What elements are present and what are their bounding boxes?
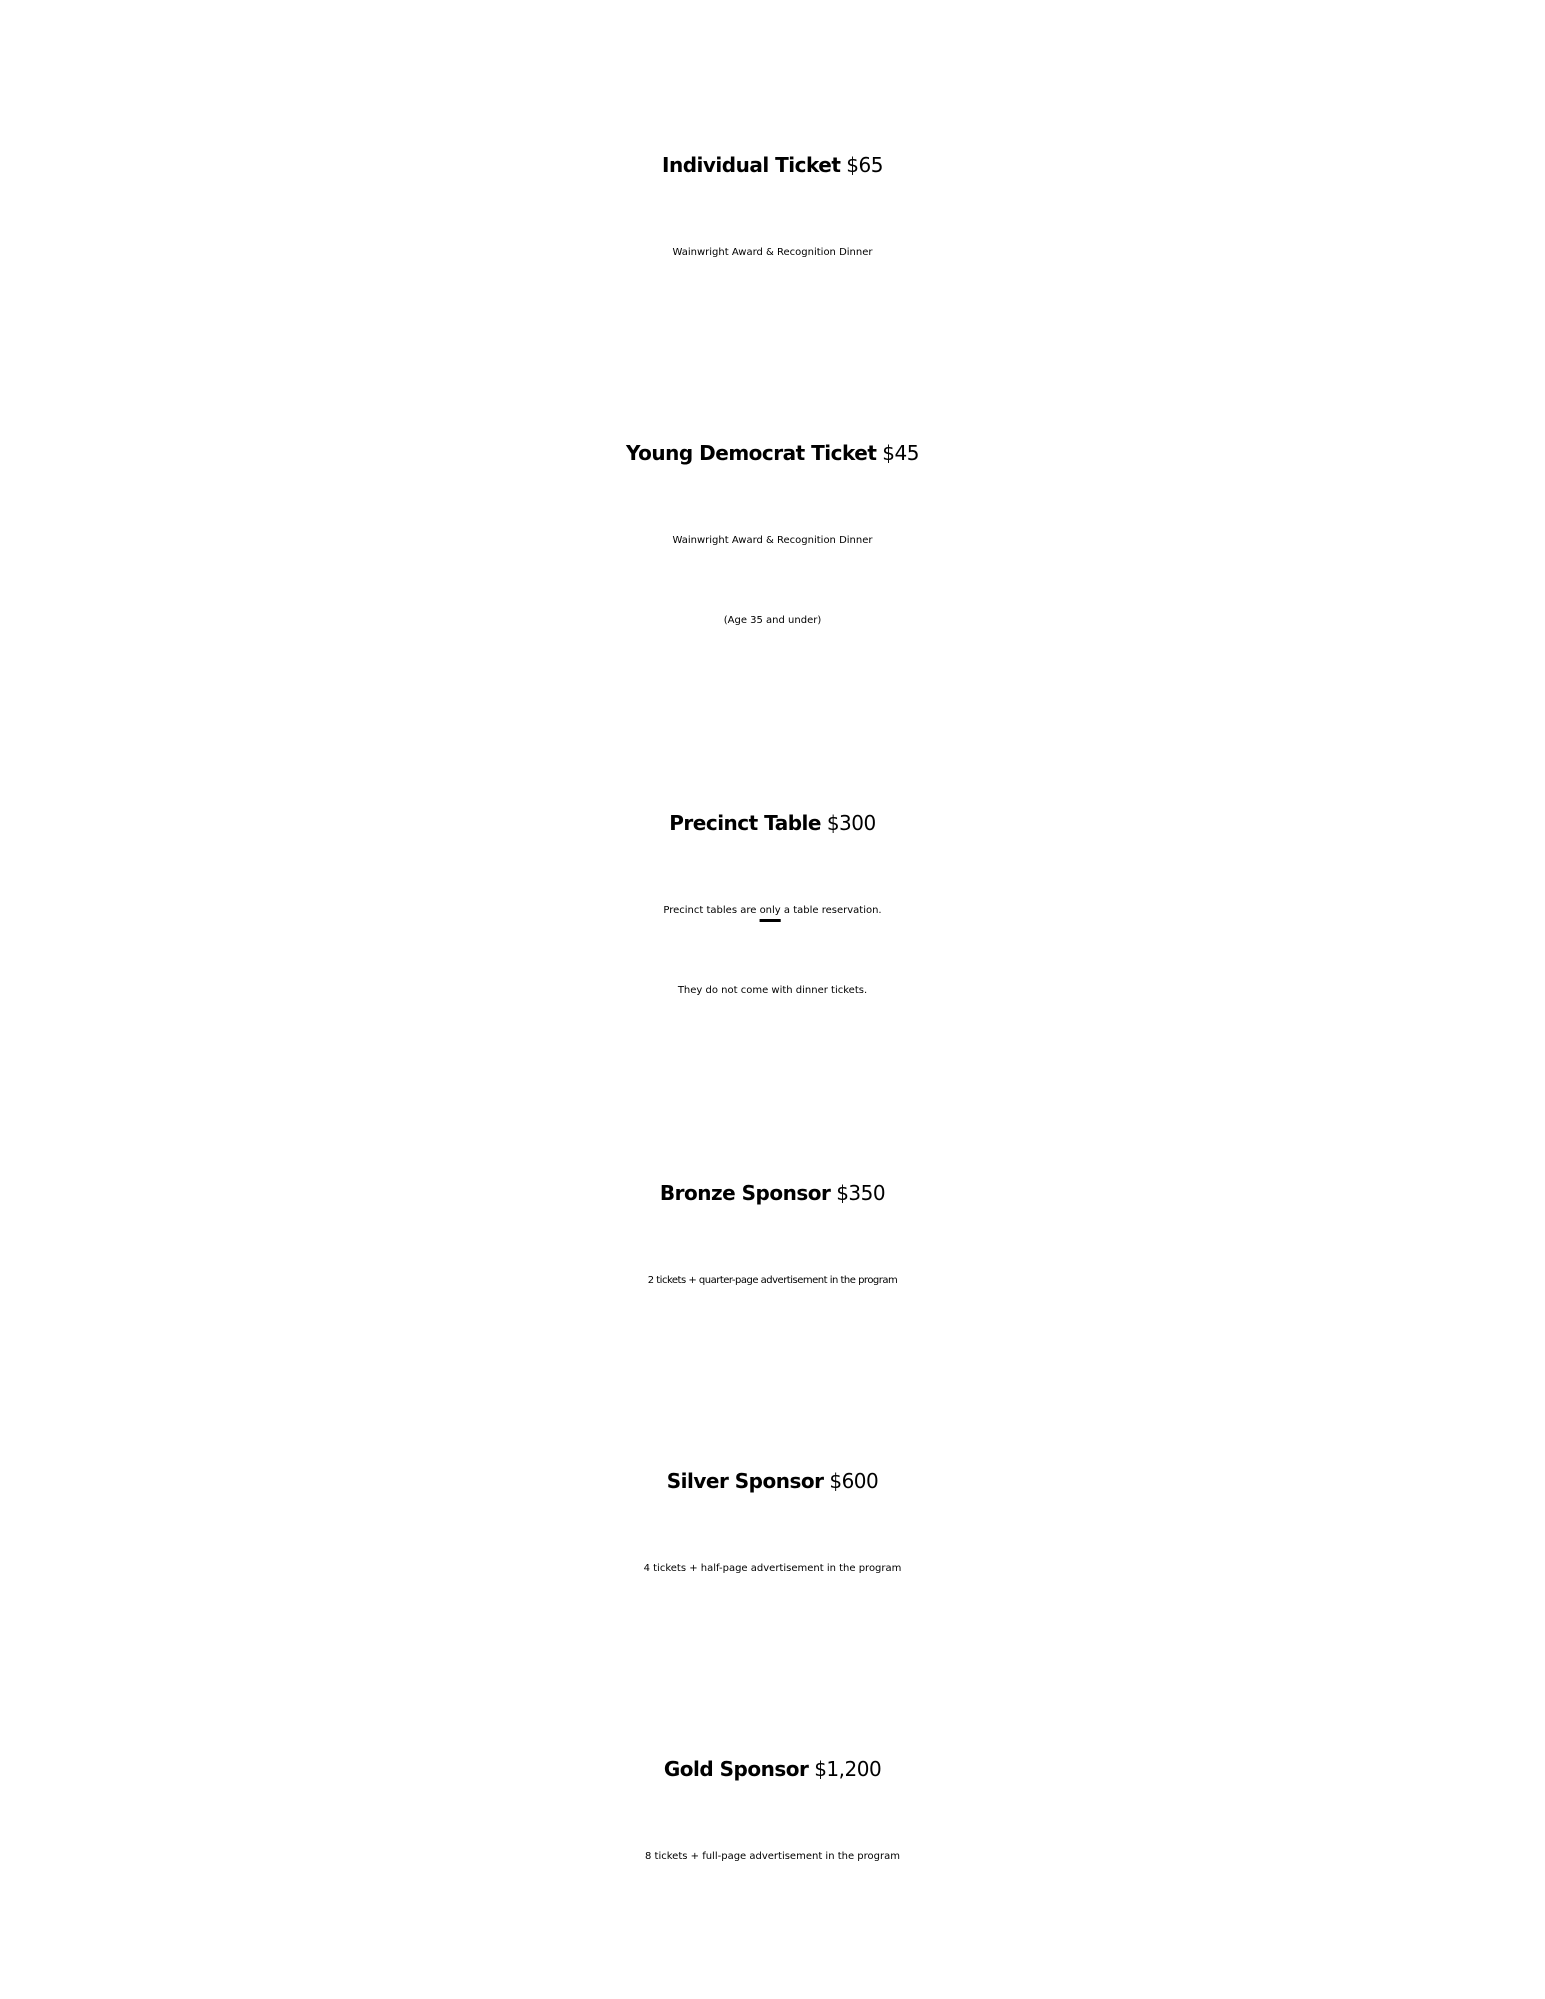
tier-name: Silver Sponsor xyxy=(666,1469,824,1493)
tier-heading xyxy=(0,405,1545,501)
tier-heading xyxy=(0,1145,1545,1241)
tier-name: Precinct Table xyxy=(669,811,821,835)
desc-text-start: Precinct tables are xyxy=(663,905,760,916)
tier-precinct-table xyxy=(0,775,1545,1031)
tier-description: 8 tickets + full-page advertisement in the program xyxy=(645,1851,900,1862)
desc-text-end: a table reservation. xyxy=(780,905,882,916)
tier-name: Individual Ticket xyxy=(662,153,841,177)
tier-description-note: They do not come with dinner tickets. xyxy=(677,985,868,996)
tier-name: Bronze Sponsor xyxy=(659,1181,831,1205)
tier-individual-ticket xyxy=(0,117,1545,293)
tier-name: Young Democrat Ticket xyxy=(626,441,877,465)
tier-price: $1,200 xyxy=(814,1757,882,1781)
tier-price: $45 xyxy=(882,441,919,465)
tier-heading xyxy=(0,1433,1545,1529)
tier-description: Wainwright Award & Recognition Dinner xyxy=(672,247,873,258)
tier-heading xyxy=(0,775,1545,871)
tier-gold-sponsor xyxy=(0,1721,1545,1897)
tier-price: $600 xyxy=(829,1469,879,1493)
tier-eligibility-note: (Age 35 and under) xyxy=(723,615,822,626)
tier-description xyxy=(0,871,1545,951)
tier-price: $65 xyxy=(846,153,883,177)
tier-young-democrat-ticket xyxy=(0,405,1545,661)
tier-bronze-sponsor xyxy=(0,1145,1545,1321)
tier-heading xyxy=(0,1721,1545,1817)
tier-price: $300 xyxy=(826,811,876,835)
desc-emphasis-underlined: only xyxy=(759,905,781,916)
tier-heading xyxy=(0,117,1545,213)
tier-price: $350 xyxy=(836,1181,886,1205)
tier-description: 2 tickets + quarter-page advertisement in the program xyxy=(647,1275,898,1286)
tier-description: 4 tickets + half-page advertisement in the program xyxy=(643,1563,902,1574)
tier-silver-sponsor xyxy=(0,1433,1545,1609)
tier-description: Wainwright Award & Recognition Dinner xyxy=(672,535,873,546)
tier-name: Gold Sponsor xyxy=(663,1757,809,1781)
